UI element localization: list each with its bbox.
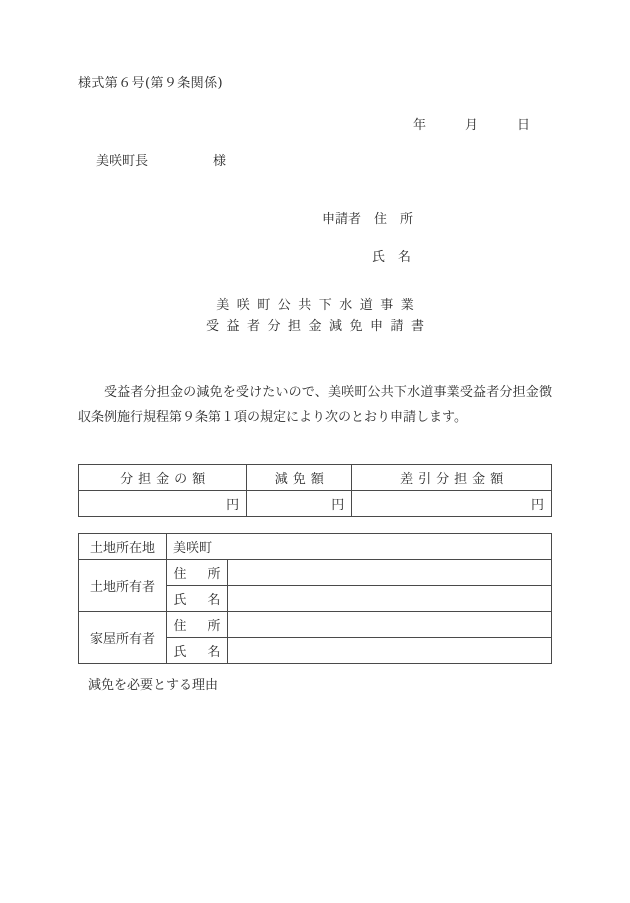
- property-row-value[interactable]: 美咲町: [167, 534, 552, 560]
- property-row-label: 家屋所有者: [79, 612, 167, 664]
- table-row: [79, 560, 552, 586]
- property-row-label: 土地所在地: [79, 534, 167, 560]
- reason-label: 減免を必要とする理由: [88, 678, 219, 693]
- date-line: 年 月 日: [412, 118, 530, 133]
- applicant-name-label: 氏 名: [372, 250, 412, 265]
- property-row-label: 土地所有者: [79, 560, 167, 612]
- table-row: [79, 491, 552, 517]
- property-sub-label: 住 所: [167, 560, 228, 586]
- body-paragraph: 受益者分担金の減免を受けたいので、美咲町公共下水道事業受益者分担金徴収条例施行規程第９条第１項の規定により次のとおり申請します。: [78, 385, 552, 425]
- property-row-value[interactable]: [228, 612, 552, 638]
- amount-value-cell[interactable]: 円: [352, 491, 552, 517]
- amount-value-cell[interactable]: 円: [79, 491, 247, 517]
- property-row-value[interactable]: [228, 560, 552, 586]
- table-row: [79, 465, 552, 491]
- property-row-value[interactable]: [228, 586, 552, 612]
- amount-table: [78, 464, 552, 517]
- property-table: [78, 533, 552, 664]
- form-number: 様式第６号(第９条関係): [78, 76, 223, 91]
- property-sub-label: 氏 名: [167, 638, 228, 664]
- property-row-value[interactable]: [228, 638, 552, 664]
- document-title-line-2: 受益者分担金減免申請書: [205, 319, 432, 334]
- amount-header-cell: 減免額: [247, 465, 352, 491]
- applicant-address-label: 申請者 住 所: [322, 212, 414, 227]
- addressee-line: 美咲町長 様: [96, 154, 227, 169]
- property-sub-label: 住 所: [167, 612, 228, 638]
- amount-value-cell[interactable]: 円: [247, 491, 352, 517]
- amount-header-cell: 分担金の額: [79, 465, 247, 491]
- amount-header-cell: 差引分担金額: [352, 465, 552, 491]
- table-row: [79, 612, 552, 638]
- document-title-line-1: 美咲町公共下水道事業: [216, 298, 422, 313]
- table-row: [79, 534, 552, 560]
- document-title: [0, 295, 630, 337]
- property-sub-label: 氏 名: [167, 586, 228, 612]
